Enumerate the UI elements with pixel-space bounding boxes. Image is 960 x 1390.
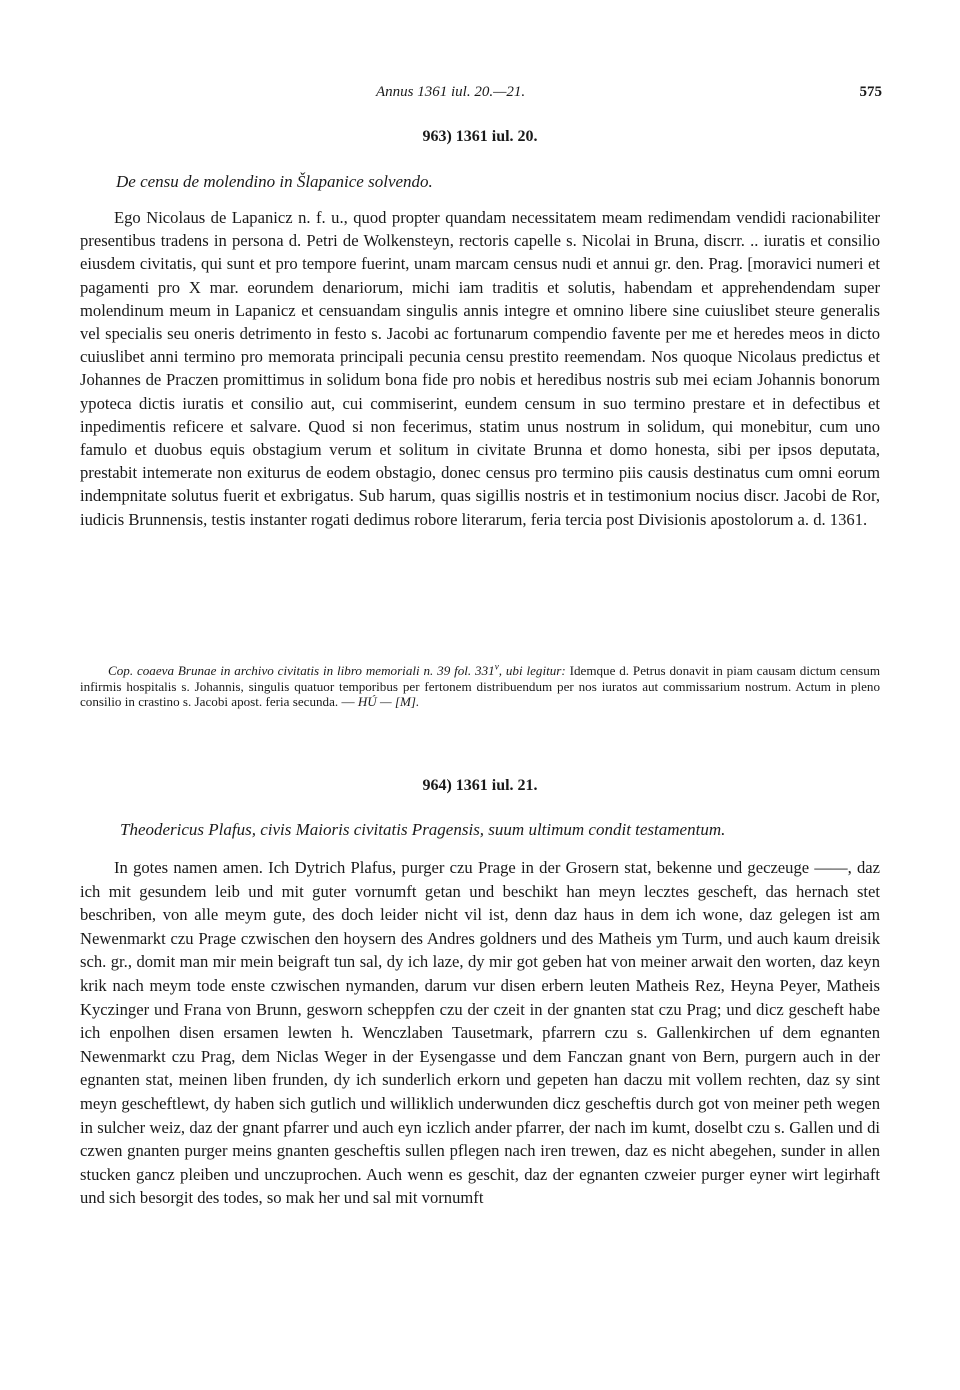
entry-964-heading: 964) 1361 iul. 21. — [422, 777, 538, 794]
note-text: Idemque d. Petrus donavit in piam causam dictum censum infirmis hospitalis s. Johannis, singulis quatuor temporibus per fertonem distribuendum per nos iuratos aut commissarium nostrum. Actum in pleno consilio in crastino s. Jacobi apost. feria secunda. — — [80, 663, 881, 710]
note-siglum: HÚ — [M]. — [357, 694, 420, 710]
entry-963-rubric: De censu de molendino in Šlapanice solvendo. — [116, 172, 433, 191]
source-citation: Cop. coaeva Brunae in archivo civitatis in libro memoriali n. 39 fol. 331 — [108, 663, 495, 678]
entry-964-rubric: Theodericus Plafus, civis Maioris civitatis Pragensis, suum ultimum condit testamentum. — [120, 820, 726, 839]
folio-superscript: v — [494, 661, 499, 672]
running-title: Annus 1361 iul. 20.—21. — [376, 84, 526, 100]
entry-964-body: In gotes namen amen. Ich Dytrich Plafus, purger czu Prage in der Grosern stat, bekenne und geczeuge ——, daz ich mit gesundem leib und mit guter vornumft getan und beschikt han meyn lecztes gescheft, das hernach stet beschriben, von alle meym gute, des doch leider nicht vil ist, denn daz haus in dem ich wone, daz gelegen ist am Newenmarkt czu Prage czwischen den hoysern des Andres goldners und des Matheis ym Turm, und auch kaum dreisik sch. gr., domit man mir mein beigraft tun sal, dy ich laze, dy mir got geben hat von meiner arwait den worten, daz keyn krik nach meym tode enste czwischen nymanden, darum vur disen erbern leuten Matheis Rez, Heyna Peyer, Matheis Kyczinger und Frana von Brunn, gesworn scheppfen czu der czeit in der gnanten stat czu Prag; und dicz gescheft habe ich enpolhen disen ersamen lewten h. Wenczlaben Tausetmark, pfarrern czu s. Gallenkirchen uf dem egnanten Newenmarkt czu Prag, dem Niclas Weger in der Eysengasse und dem Fanczan gnant von Bern, purgern auch in der egnanten stat, meinen liben frunden, dy ich sunderlich erkorn und gepeten han daczu mit vollem rechten, daz sy sint meyn gescheftlewt, dy haben sich gutlich und williklich underwunden dicz gescheftis durch got von meiner peth wegen in sulcher weiz, daz der gnant pfarrer und auch eyn iczlich ander pfarrer, der nach im kumt, doselbt czu s. Gallen und di czwen gnanten purger meins gnanten gescheftis sullen pflegen nach iren trewen, daz es nicht abegehen, sunder in allen stucken gancz pleiben und unczuprochen. Auch wenn es geschit, daz der egnanten czweier purger eyner wirt legirhaft und sich besorgit des todes, so mak her und sal mit vornumft — [80, 858, 880, 1208]
entry-963-heading: 963) 1361 iul. 20. — [422, 128, 538, 145]
entry-963-source-note — [80, 663, 880, 710]
running-header — [0, 80, 960, 104]
entry-963-body: Ego Nicolaus de Lapanicz n. f. u., quod propter quandam necessitatem meam redimendam vendidi racionabiliter presentibus tradens in persona d. Petri de Wolkensteyn, rectoris capelle s. Nicolai in Bruna, discrr. .. iuratis et consilio eiusdem civitatis, qui sunt et pro tempore fuerint, unam marcam census nudi et annui gr. den. Prag. [moravici numeri et pagamenti pro X mar. eorundem denariorum, michi iam traditis et solutis, habendam et apprehendendam super molendinum meum in Lapanicz et censuandam singulis annis integre et omnino libere sine cuiuslibet steure generalis vel specialis seu oneris detrimento in festo s. Jacobi ac fortunarum compendio favente per me et heredes meos in dicto cuiuslibet anni termino pro memorata principali pecunia censu prestito reemendam. Nos quoque Nicolaus predictus et Johannes de Praczen promittimus in solidum bona fide pro nobis et heredibus nostris sub mei eciam Johannis bonorum ypoteca dictis iuratis et consilio aut, cui commiserint, eundem censum in suo termino prestare et in defectibus et inpedimentis reficere et salvare. Quod si non fecerimus, statim unus nostrum in solidum, qui monebitur, cum uno famulo et duobus equis obstagium verum et solitum in civitate Brunna et domo honesta, sibi per ipsos deputata, prestabit intemerate non exiturus de eodem obstagio, donec census pro termino piis causis destinatus cum omni eorum indempnitate solutus fuerit et exbrigatus. Sub harum, quas sigillis nostris et in testimonium nocius discr. Jacobi de Ror, iudicis Brunnensis, testis instanter rogati dedimus robore literarum, feria tercia post Divisionis apostolorum a. d. 1361. — [80, 208, 880, 529]
page-number: 575 — [859, 84, 882, 100]
source-citation-cont: , ubi legitur: — [498, 663, 566, 678]
